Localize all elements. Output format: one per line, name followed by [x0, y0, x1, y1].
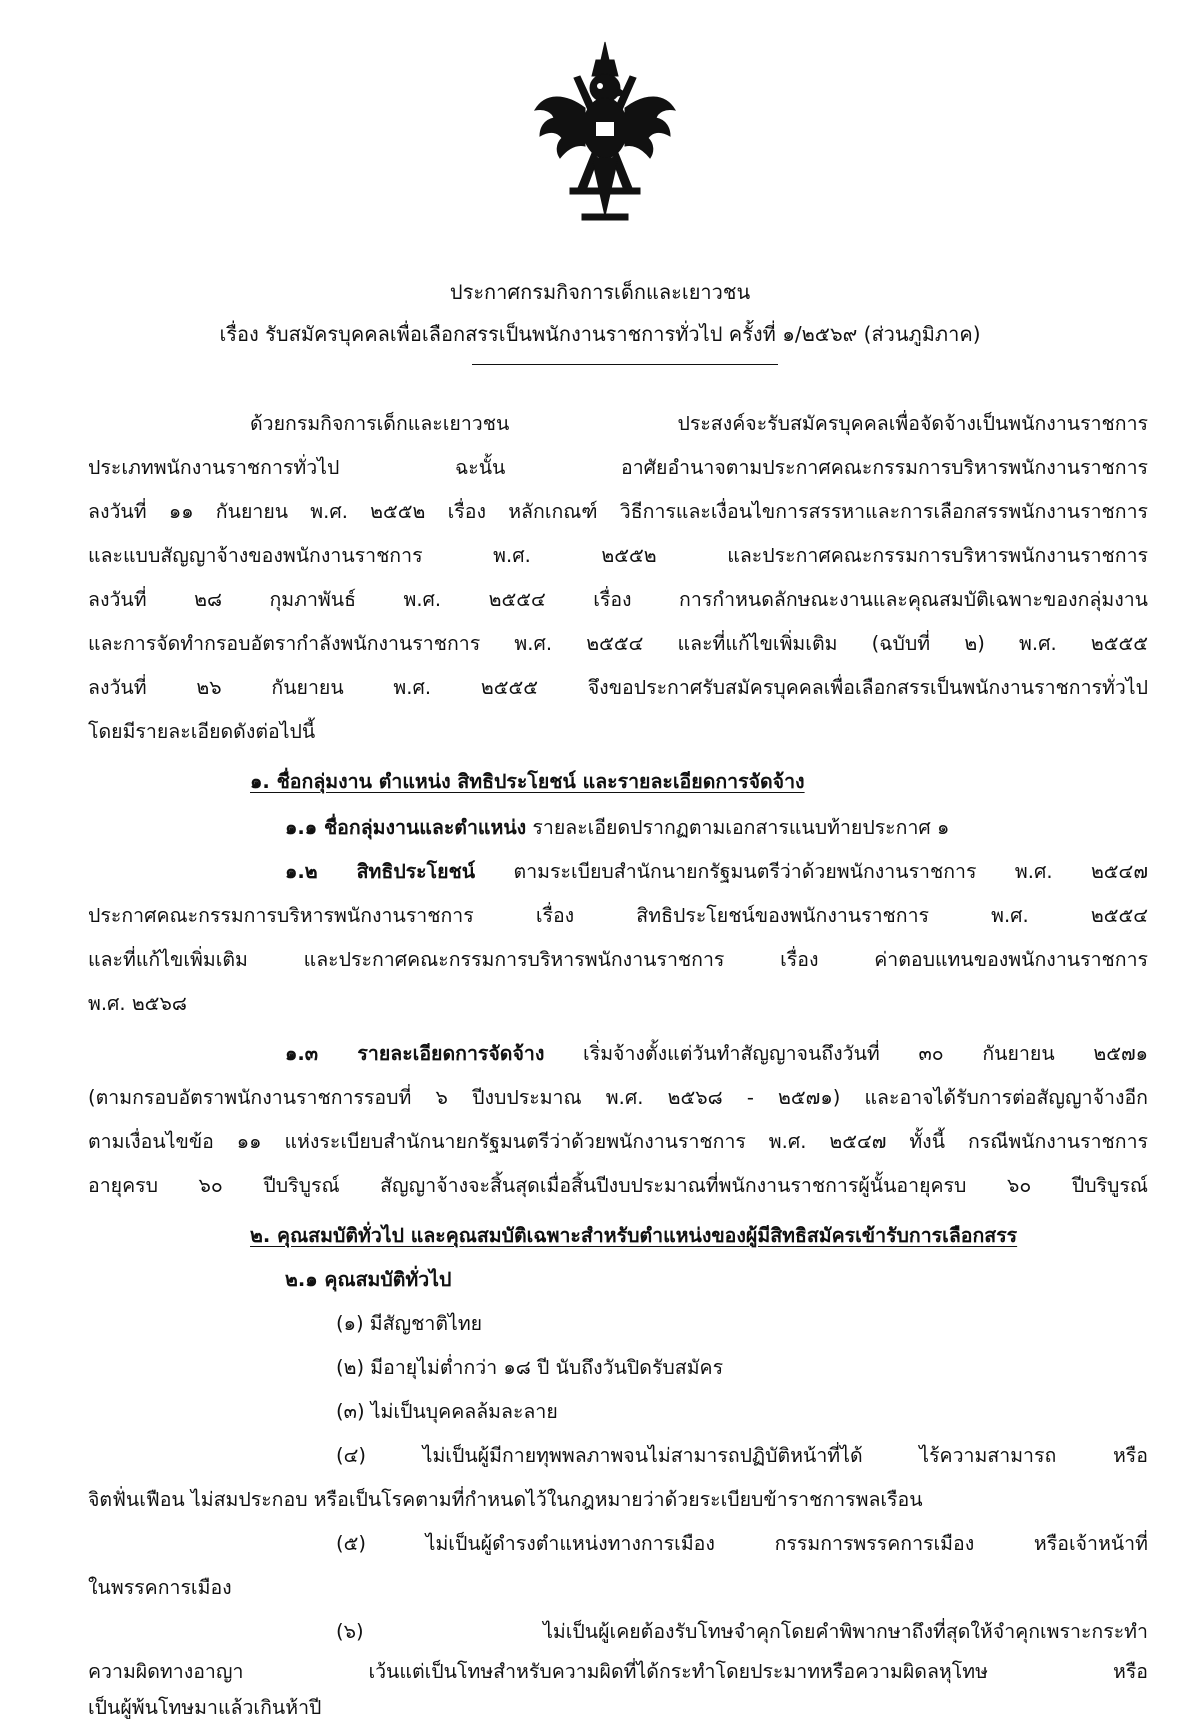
section-1-heading: ๑. ชื่อกลุ่มงาน ตำแหน่ง สิทธิประโยชน์ และรายละเอียดการจัดจ้าง — [250, 770, 805, 793]
intro-line: ประเภทพนักงานราชการทั่วไป ฉะนั้น อาศัยอำนาจตามประกาศคณะกรรมการบริหารพนักงานราชการ — [88, 456, 1148, 479]
qualification-item: (๕) ไม่เป็นผู้ดำรงตำแหน่งทางการเมือง กรรมการพรรคการเมือง หรือเจ้าหน้าที่ — [336, 1532, 1148, 1555]
garuda-emblem-icon — [530, 38, 680, 228]
section-1-2-text: ตามระเบียบสำนักนายกรัฐมนตรีว่าด้วยพนักงานราชการ พ.ศ. ๒๕๔๗ — [475, 860, 1148, 883]
qualification-item-cont: ในพรรคการเมือง — [88, 1576, 232, 1599]
section-1-3-label: ๑.๓ รายละเอียดการจัดจ้าง — [285, 1042, 545, 1065]
section-1-3-line: (ตามกรอบอัตราพนักงานราชการรอบที่ ๖ ปีงบประมาณ พ.ศ. ๒๕๖๘ - ๒๕๗๑) และอาจได้รับการต่อสัญญาจ้างอีก — [88, 1086, 1148, 1109]
section-1-1 — [285, 818, 949, 838]
intro-line: และแบบสัญญาจ้างของพนักงานราชการ พ.ศ. ๒๕๕๒ และประกาศคณะกรรมการบริหารพนักงานราชการ — [88, 544, 1148, 567]
intro-line: และการจัดทำกรอบอัตรากำลังพนักงานราชการ พ.ศ. ๒๕๕๔ และที่แก้ไขเพิ่มเติม (ฉบับที่ ๒) พ.ศ. ๒๕๕๕ — [88, 632, 1148, 655]
qualification-item: (๖) ไม่เป็นผู้เคยต้องรับโทษจำคุกโดยคำพิพากษาถึงที่สุดให้จำคุกเพราะกระทำ — [336, 1620, 1148, 1643]
intro-line: ลงวันที่ ๑๑ กันยายน พ.ศ. ๒๕๕๒ เรื่อง หลักเกณฑ์ วิธีการและเงื่อนไขการสรรหาและการเลือกสรรพนักงานราชการ — [88, 500, 1148, 523]
qualification-item-cont: จิตฟั่นเฟือน ไม่สมประกอบ หรือเป็นโรคตามที่กำหนดไว้ในกฎหมายว่าด้วยระเบียบข้าราชการพลเรือน — [88, 1488, 923, 1511]
title-divider — [472, 364, 778, 365]
section-1-3-line: อายุครบ ๖๐ ปีบริบูรณ์ สัญญาจ้างจะสิ้นสุดเมื่อสิ้นปีงบประมาณที่พนักงานราชการผู้นั้นอายุครบ ๖๐ ปีบริบูรณ์ — [88, 1174, 1148, 1197]
qualification-item-cont: เป็นผู้พ้นโทษมาแล้วเกินห้าปี — [88, 1696, 322, 1719]
section-2-heading: ๒. คุณสมบัติทั่วไป และคุณสมบัติเฉพาะสำหรับตำแหน่งของผู้มีสิทธิสมัครเข้ารับการเลือกสรร — [250, 1224, 1018, 1247]
qualification-item-cont: ความผิดทางอาญา เว้นแต่เป็นโทษสำหรับความผิดที่ได้กระทำโดยประมาทหรือความผิดลหุโทษ หรือ — [88, 1660, 1148, 1683]
section-1-2-label: ๑.๒ สิทธิประโยชน์ — [285, 860, 476, 883]
qualification-item: (๒) มีอายุไม่ต่ำกว่า ๑๘ ปี นับถึงวันปิดรับสมัคร — [336, 1356, 724, 1379]
section-1-1-label: ๑.๑ ชื่อกลุ่มงานและตำแหน่ง — [285, 816, 527, 839]
section-2-1-label: ๒.๑ คุณสมบัติทั่วไป — [285, 1268, 452, 1291]
intro-line: ลงวันที่ ๒๘ กุมภาพันธ์ พ.ศ. ๒๕๕๔ เรื่อง การกำหนดลักษณะงานและคุณสมบัติเฉพาะของกลุ่มงาน — [88, 588, 1148, 611]
intro-line: โดยมีรายละเอียดดังต่อไปนี้ — [88, 720, 316, 743]
section-1-2-line: ประกาศคณะกรรมการบริหารพนักงานราชการ เรื่อง สิทธิประโยชน์ของพนักงานราชการ พ.ศ. ๒๕๕๔ — [88, 904, 1148, 927]
qualification-item: (๔) ไม่เป็นผู้มีกายทุพพลภาพจนไม่สามารถปฏิบัติหน้าที่ได้ ไร้ความสามารถ หรือ — [336, 1444, 1148, 1467]
announcement-org: ประกาศกรมกิจการเด็กและเยาวชน — [449, 280, 751, 304]
intro-line: ด้วยกรมกิจการเด็กและเยาวชน ประสงค์จะรับสมัครบุคคลเพื่อจัดจ้างเป็นพนักงานราชการ — [250, 412, 1148, 435]
intro-line: ลงวันที่ ๒๖ กันยายน พ.ศ. ๒๕๕๕ จึงขอประกาศรับสมัครบุคคลเพื่อเลือกสรรเป็นพนักงานราชการทั่วไป — [88, 676, 1148, 699]
qualification-item: (๑) มีสัญชาติไทย — [336, 1312, 483, 1335]
section-1-3 — [285, 1044, 1148, 1064]
section-1-2 — [285, 862, 1148, 882]
announcement-subject: เรื่อง รับสมัครบุคคลเพื่อเลือกสรรเป็นพนักงานราชการทั่วไป ครั้งที่ ๑/๒๕๖๙ (ส่วนภูมิภาค) — [219, 322, 981, 346]
qualification-item: (๓) ไม่เป็นบุคคลล้มละลาย — [336, 1400, 558, 1423]
section-1-3-text: เริ่มจ้างตั้งแต่วันทำสัญญาจนถึงวันที่ ๓๐ กันยายน ๒๕๗๑ — [544, 1042, 1148, 1065]
section-1-1-text: รายละเอียดปรากฏตามเอกสารแนบท้ายประกาศ ๑ — [526, 816, 950, 839]
section-1-2-line: พ.ศ. ๒๕๖๘ — [88, 992, 187, 1015]
section-1-3-line: ตามเงื่อนไขข้อ ๑๑ แห่งระเบียบสำนักนายกรัฐมนตรีว่าด้วยพนักงานราชการ พ.ศ. ๒๕๔๗ ทั้งนี้ กรณีพนักงานราชการ — [88, 1130, 1148, 1153]
section-1-2-line: และที่แก้ไขเพิ่มเติม และประกาศคณะกรรมการบริหารพนักงานราชการ เรื่อง ค่าตอบแทนของพนักงานราชการ — [88, 948, 1148, 971]
